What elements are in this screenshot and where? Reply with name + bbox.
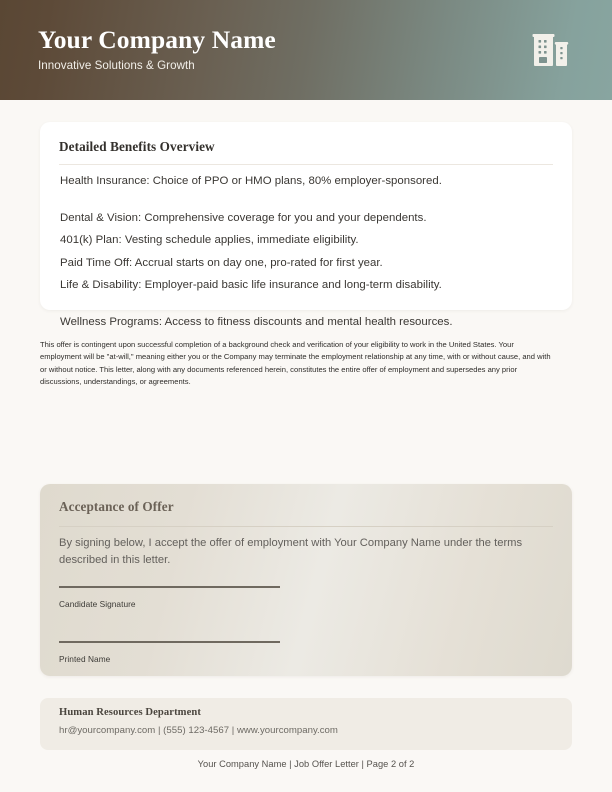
office-building-icon — [528, 28, 572, 72]
printed-name-line[interactable] — [59, 641, 280, 643]
benefits-title-divider — [59, 164, 553, 165]
benefit-item: 401(k) Plan: Vesting schedule applies, immediate eligibility. — [60, 234, 359, 246]
benefit-item: Health Insurance: Choice of PPO or HMO plans, 80% employer-sponsored. — [60, 175, 442, 187]
legal-fine-print: This offer is contingent upon successful completion of a background check and verification of your eligibility to work in the United States. Your employment will be "at-will," meaning either you or the Company may terminate the employment relationship at any time, with or without cause, and with or without notice. This letter, along with any documents referenced herein, constitutes the entire offer of employment and supersedes any prior discussions, understandings, or agreements. — [40, 340, 551, 386]
benefit-item: Dental & Vision: Comprehensive coverage for you and your dependents. — [60, 212, 427, 224]
candidate-signature-line[interactable] — [59, 586, 280, 588]
company-name: Your Company Name — [38, 24, 276, 54]
acceptance-title-divider — [59, 526, 553, 527]
benefit-item: Paid Time Off: Accrual starts on day one, pro-rated for first year. — [60, 257, 383, 269]
document-header — [0, 0, 612, 100]
hr-contact-details[interactable]: hr@yourcompany.com | (555) 123-4567 | www.yourcompany.com — [59, 725, 338, 736]
brand-block — [38, 26, 276, 75]
acceptance-section-title: Acceptance of Offer — [59, 499, 174, 514]
printed-name-label: Printed Name — [59, 654, 111, 664]
benefits-section-title: Detailed Benefits Overview — [59, 139, 215, 154]
acceptance-statement: By signing below, I accept the offer of employment with Your Company Name under the terms described in this letter. — [59, 537, 523, 566]
hr-contact-card — [40, 698, 572, 750]
acceptance-card — [40, 484, 572, 676]
candidate-signature-label: Candidate Signature — [59, 599, 136, 609]
benefit-item: Life & Disability: Employer-paid basic life insurance and long-term disability. — [60, 279, 442, 291]
page-footer: Your Company Name | Job Offer Letter | Page 2 of 2 — [197, 759, 415, 769]
hr-department-name: Human Resources Department — [59, 707, 201, 718]
benefit-item: Wellness Programs: Access to fitness discounts and mental health resources. — [60, 316, 453, 328]
company-tagline: Innovative Solutions & Growth — [38, 59, 195, 73]
